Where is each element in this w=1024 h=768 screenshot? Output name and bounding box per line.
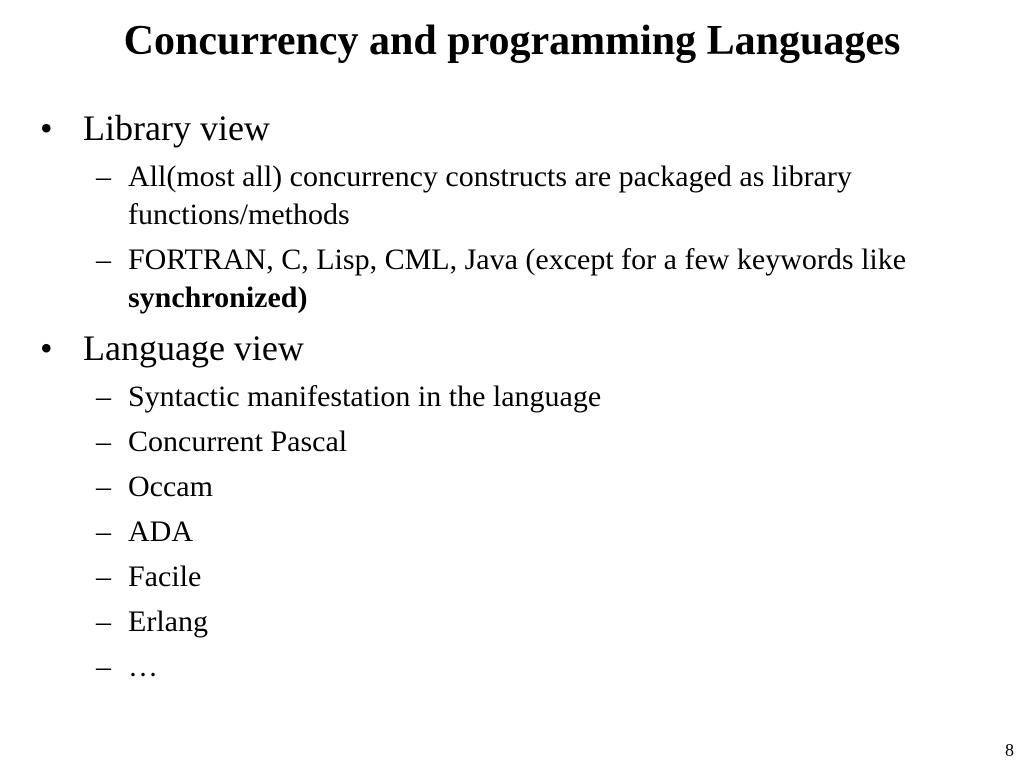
sub-item [40, 603, 980, 641]
sub-item [40, 513, 980, 551]
dash-icon: – [96, 243, 111, 276]
bullet-heading: Library view [83, 108, 270, 148]
bullet-language-view [40, 324, 980, 372]
dash-icon: – [96, 560, 111, 593]
sub-item [40, 378, 980, 416]
dash-icon: – [96, 160, 111, 193]
sub-item [40, 158, 980, 234]
sub-list-language-view [40, 378, 980, 686]
sub-item [40, 423, 980, 461]
sub-item-text: Concurrent Pascal [128, 425, 348, 458]
page-number: 8 [1005, 740, 1014, 760]
dash-icon: – [96, 605, 111, 638]
sub-list-library-view [40, 158, 980, 317]
bullet-heading: Language view [83, 328, 304, 368]
dash-icon: – [96, 380, 111, 413]
bullet-icon: • [40, 108, 53, 148]
sub-item-text: Syntactic manifestation in the language [128, 380, 602, 413]
bullet-library-view [40, 104, 980, 152]
dash-icon: – [96, 470, 111, 503]
sub-item-bold-keyword: synchronized) [128, 281, 308, 314]
sub-item-text: FORTRAN, C, Lisp, CML, Java (except for a few keywords like [128, 243, 907, 276]
sub-item-text: Erlang [128, 605, 208, 638]
dash-icon: – [96, 515, 111, 548]
sub-item [40, 558, 980, 596]
slide-content [40, 104, 980, 693]
sub-item-text: Occam [128, 470, 213, 503]
dash-icon: – [96, 650, 111, 683]
sub-item-text: … [128, 650, 158, 683]
sub-item [40, 241, 980, 317]
sub-item [40, 468, 980, 506]
bullet-icon: • [40, 328, 53, 368]
slide-title: Concurrency and programming Languages [123, 18, 901, 64]
sub-item [40, 648, 980, 686]
dash-icon: – [96, 425, 111, 458]
sub-item-text: All(most all) concurrency constructs are packaged as library functions/methods [128, 160, 852, 231]
sub-item-text: Facile [128, 560, 202, 593]
sub-item-text: ADA [128, 515, 193, 548]
